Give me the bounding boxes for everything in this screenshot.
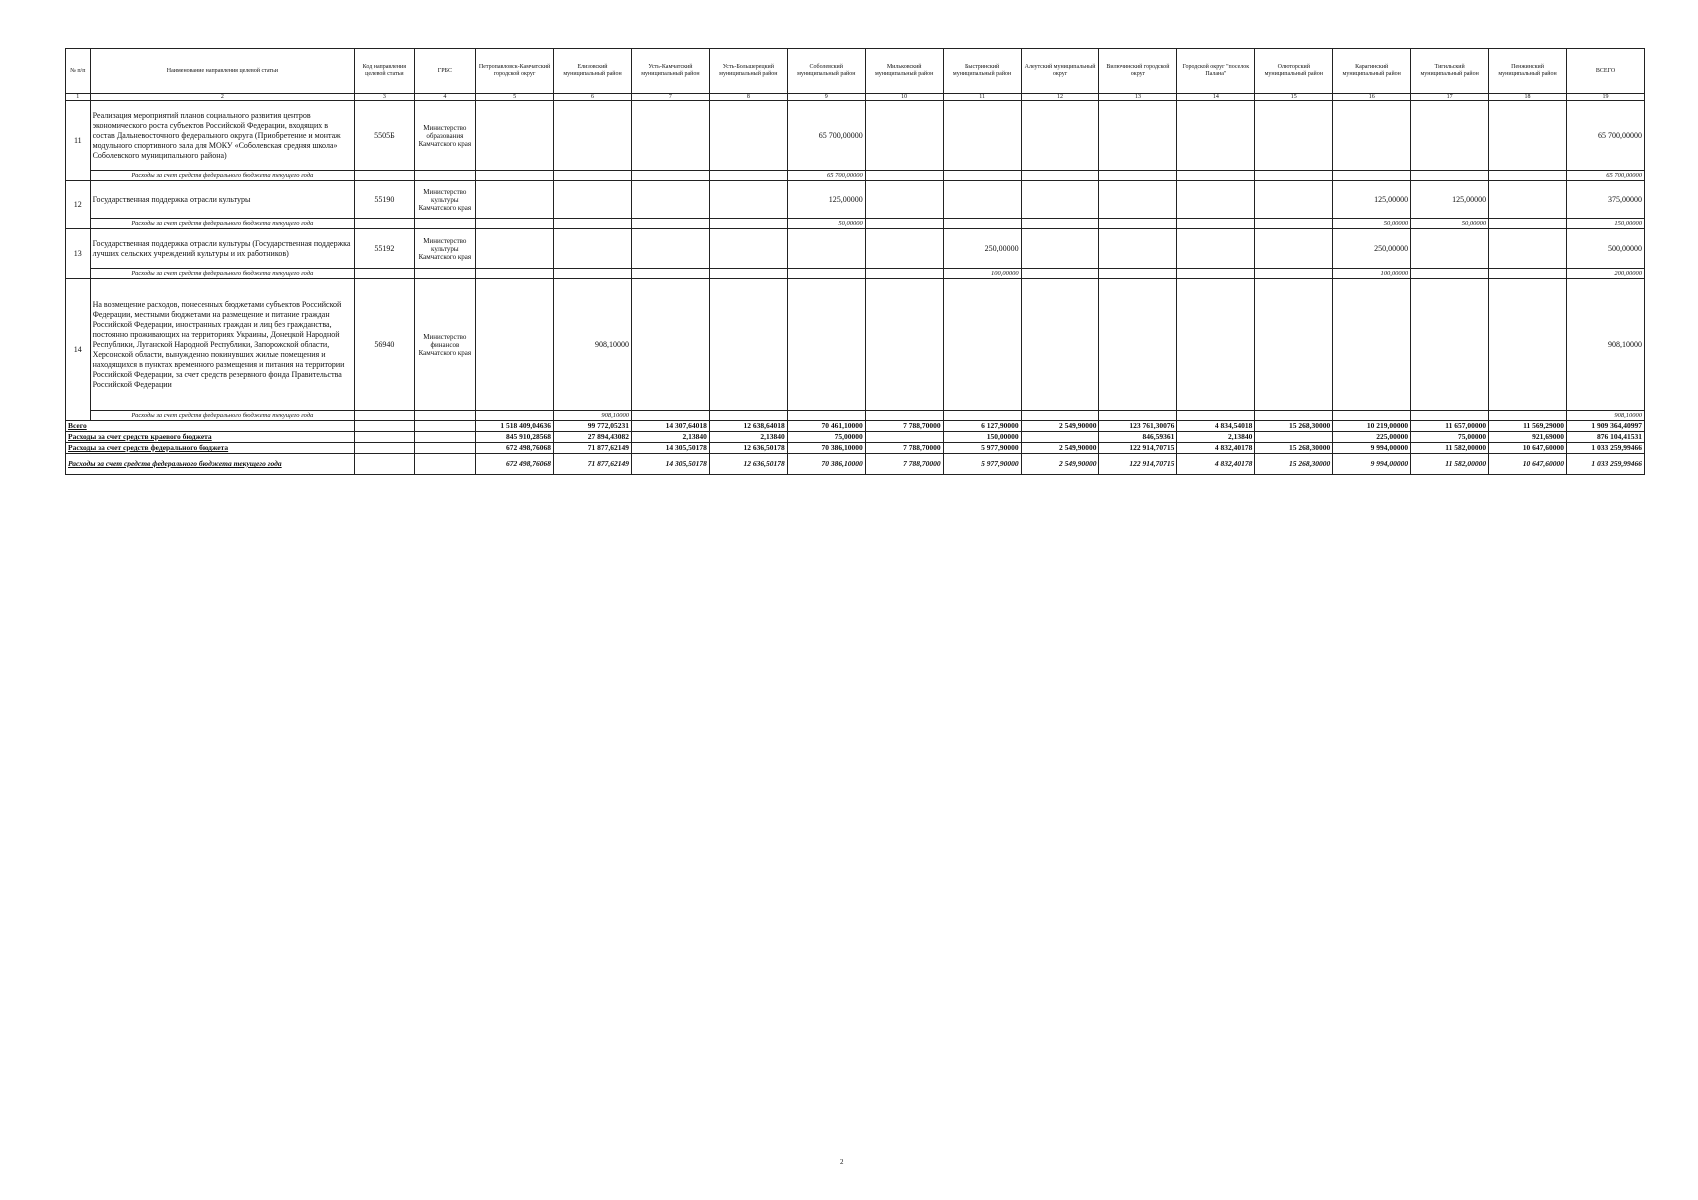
empty-cell — [355, 432, 414, 443]
totals-amount-cell: 75,00000 — [1411, 432, 1489, 443]
amount-cell — [476, 181, 554, 219]
totals-label: Расходы за счет средств федерального бюджета текущего года — [66, 454, 355, 475]
federal-row-total: 65 700,00000 — [1567, 171, 1645, 181]
totals-label: Расходы за счет средств федерального бюджета — [66, 443, 355, 454]
column-number: 8 — [709, 94, 787, 101]
totals-amount-cell: 75,00000 — [787, 432, 865, 443]
amount-cell: 125,00000 — [1333, 181, 1411, 219]
header-name: Наименование направления целевой статьи — [90, 49, 355, 94]
column-number: 1 — [66, 94, 91, 101]
federal-amount-cell — [1489, 219, 1567, 229]
empty-cell — [355, 171, 414, 181]
empty-cell — [355, 454, 414, 475]
empty-cell — [414, 269, 476, 279]
totals-amount-cell: 225,00000 — [1333, 432, 1411, 443]
column-number: 10 — [865, 94, 943, 101]
grbs-ministry: Министерство образования Камчатского края — [414, 101, 476, 171]
header-municipality: Петропавловск-Камчатский городской округ — [476, 49, 554, 94]
amount-cell — [1333, 101, 1411, 171]
amount-cell — [1411, 101, 1489, 171]
federal-amount-cell — [1021, 171, 1099, 181]
empty-cell — [414, 411, 476, 421]
column-number: 2 — [90, 94, 355, 101]
totals-amount-cell: 150,00000 — [943, 432, 1021, 443]
amount-cell — [1411, 229, 1489, 269]
totals-amount-cell: 15 268,30000 — [1255, 421, 1333, 432]
federal-row-total: 200,00000 — [1567, 269, 1645, 279]
empty-cell — [355, 411, 414, 421]
totals-label: Расходы за счет средств краевого бюджета — [66, 432, 355, 443]
federal-amount-cell — [1177, 171, 1255, 181]
amount-cell — [1489, 279, 1567, 411]
row-total: 375,00000 — [1567, 181, 1645, 219]
totals-amount-cell: 2 549,90000 — [1021, 454, 1099, 475]
totals-amount-cell — [1255, 432, 1333, 443]
amount-cell — [787, 279, 865, 411]
empty-cell — [414, 421, 476, 432]
federal-amount-cell — [1255, 411, 1333, 421]
amount-cell — [1021, 101, 1099, 171]
column-number: 9 — [787, 94, 865, 101]
header-municipality: Мильковский муниципальный район — [865, 49, 943, 94]
amount-cell — [943, 181, 1021, 219]
totals-amount-cell — [865, 432, 943, 443]
federal-amount-cell — [865, 269, 943, 279]
header-municipality: Усть-Камчатский муниципальный район — [631, 49, 709, 94]
amount-cell — [1177, 279, 1255, 411]
empty-cell — [355, 421, 414, 432]
totals-amount-cell: 7 788,70000 — [865, 421, 943, 432]
federal-amount-cell — [1177, 219, 1255, 229]
totals-amount-cell: 7 788,70000 — [865, 454, 943, 475]
totals-amount-cell: 12 638,64018 — [709, 421, 787, 432]
grbs-ministry: Министерство финансов Камчатского края — [414, 279, 476, 411]
amount-cell — [709, 101, 787, 171]
amount-cell — [709, 181, 787, 219]
totals-row — [66, 443, 1645, 454]
header-municipality: Олюторский муниципальный район — [1255, 49, 1333, 94]
target-code: 55190 — [355, 181, 414, 219]
totals-amount-cell: 2,13840 — [631, 432, 709, 443]
federal-amount-cell — [476, 269, 554, 279]
row-number: 11 — [66, 101, 91, 181]
amount-cell — [1255, 181, 1333, 219]
amount-cell — [1489, 229, 1567, 269]
federal-amount-cell — [1177, 411, 1255, 421]
grbs-ministry: Министерство культуры Камчатского края — [414, 229, 476, 269]
federal-amount-cell — [1177, 269, 1255, 279]
federal-amount-cell — [1021, 269, 1099, 279]
federal-amount-cell — [1489, 411, 1567, 421]
totals-amount-cell: 12 636,50178 — [709, 454, 787, 475]
amount-cell — [1333, 279, 1411, 411]
column-number: 11 — [943, 94, 1021, 101]
table-row — [66, 229, 1645, 269]
grand-total: 876 104,41531 — [1567, 432, 1645, 443]
federal-amount-cell — [943, 171, 1021, 181]
totals-amount-cell: 4 832,40178 — [1177, 454, 1255, 475]
row-number: 14 — [66, 279, 91, 421]
subrow-label: Расходы за счет средств федерального бюджета текущего года — [90, 269, 355, 279]
amount-cell — [476, 229, 554, 269]
federal-amount-cell — [476, 171, 554, 181]
header-municipality: Елизовский муниципальный район — [554, 49, 632, 94]
amount-cell — [631, 181, 709, 219]
federal-amount-cell — [787, 411, 865, 421]
amount-cell — [1099, 279, 1177, 411]
federal-amount-cell — [1099, 269, 1177, 279]
totals-amount-cell: 9 994,00000 — [1333, 443, 1411, 454]
empty-cell — [355, 219, 414, 229]
federal-amount-cell — [1099, 219, 1177, 229]
totals-row — [66, 421, 1645, 432]
direction-name: На возмещение расходов, понесенных бюджетами субъектов Российской Федерации, местными бюджетами на размещение и питание граждан Российской Федерации, иностранных граждан и лиц без гражданства, постоянно проживающих на территориях Украины, Донецкой Народной Республики, Луганской Народной Республики, Запорожской области, Херсонской области, вынужденно покинувших жилые помещения и находящихся в пунктах временного размещения и питания на территории Российской Федерации, за счет средств резервного фонда Правительства Российской Федерации — [90, 279, 355, 411]
header-code: Код направления целевой статьи — [355, 49, 414, 94]
column-number: 16 — [1333, 94, 1411, 101]
amount-cell — [1177, 181, 1255, 219]
federal-amount-cell: 50,00000 — [787, 219, 865, 229]
federal-row-total: 150,00000 — [1567, 219, 1645, 229]
row-total: 908,10000 — [1567, 279, 1645, 411]
totals-amount-cell: 9 994,00000 — [1333, 454, 1411, 475]
federal-amount-cell — [1411, 411, 1489, 421]
row-total: 65 700,00000 — [1567, 101, 1645, 171]
amount-cell — [476, 279, 554, 411]
federal-amount-cell — [865, 171, 943, 181]
amount-cell: 125,00000 — [787, 181, 865, 219]
amount-cell — [1255, 279, 1333, 411]
totals-amount-cell: 12 636,50178 — [709, 443, 787, 454]
totals-label: Всего — [66, 421, 355, 432]
federal-amount-cell — [1489, 269, 1567, 279]
federal-amount-cell: 50,00000 — [1411, 219, 1489, 229]
totals-amount-cell: 5 977,90000 — [943, 454, 1021, 475]
empty-cell — [355, 443, 414, 454]
header-no: № п/п — [66, 49, 91, 94]
federal-amount-cell — [1255, 171, 1333, 181]
totals-amount-cell: 4 832,40178 — [1177, 443, 1255, 454]
header-grbs: ГРБС — [414, 49, 476, 94]
grbs-ministry: Министерство культуры Камчатского края — [414, 181, 476, 219]
federal-amount-cell: 908,10000 — [554, 411, 632, 421]
totals-amount-cell: 6 127,90000 — [943, 421, 1021, 432]
totals-amount-cell: 1 518 409,04636 — [476, 421, 554, 432]
totals-amount-cell: 5 977,90000 — [943, 443, 1021, 454]
header-municipality: Алеутский муниципальный округ — [1021, 49, 1099, 94]
totals-amount-cell: 11 657,00000 — [1411, 421, 1489, 432]
empty-cell — [414, 171, 476, 181]
federal-amount-cell — [1255, 269, 1333, 279]
federal-subrow — [66, 269, 1645, 279]
amount-cell — [1177, 229, 1255, 269]
column-number: 3 — [355, 94, 414, 101]
table-row — [66, 101, 1645, 171]
totals-amount-cell: 14 305,50178 — [631, 454, 709, 475]
totals-amount-cell: 99 772,05231 — [554, 421, 632, 432]
amount-cell — [631, 279, 709, 411]
empty-cell — [414, 454, 476, 475]
amount-cell — [1489, 181, 1567, 219]
row-total: 500,00000 — [1567, 229, 1645, 269]
totals-amount-cell: 71 877,62149 — [554, 443, 632, 454]
subrow-label: Расходы за счет средств федерального бюджета текущего года — [90, 171, 355, 181]
column-number: 12 — [1021, 94, 1099, 101]
page-number: 2 — [840, 1158, 844, 1166]
federal-amount-cell — [1411, 171, 1489, 181]
header-municipality: Карагинский муниципальный район — [1333, 49, 1411, 94]
totals-amount-cell: 70 386,10000 — [787, 443, 865, 454]
federal-amount-cell — [554, 269, 632, 279]
header-municipality: Городской округ "поселок Палана" — [1177, 49, 1255, 94]
federal-amount-cell — [1099, 171, 1177, 181]
federal-amount-cell — [1021, 411, 1099, 421]
direction-name: Государственная поддержка отрасли культуры — [90, 181, 355, 219]
federal-subrow — [66, 171, 1645, 181]
federal-amount-cell — [1021, 219, 1099, 229]
totals-amount-cell: 122 914,70715 — [1099, 443, 1177, 454]
federal-amount-cell — [1333, 411, 1411, 421]
amount-cell: 908,10000 — [554, 279, 632, 411]
amount-cell: 250,00000 — [943, 229, 1021, 269]
target-code: 5505Б — [355, 101, 414, 171]
amount-cell — [1177, 101, 1255, 171]
totals-amount-cell: 27 894,43082 — [554, 432, 632, 443]
totals-amount-cell: 14 305,50178 — [631, 443, 709, 454]
amount-cell — [476, 101, 554, 171]
column-number: 5 — [476, 94, 554, 101]
column-number: 18 — [1489, 94, 1567, 101]
federal-amount-cell: 100,00000 — [943, 269, 1021, 279]
budget-sheet — [65, 48, 1645, 475]
totals-amount-cell: 845 910,28568 — [476, 432, 554, 443]
grand-total: 1 033 259,99466 — [1567, 443, 1645, 454]
totals-amount-cell: 2 549,90000 — [1021, 421, 1099, 432]
federal-amount-cell — [476, 411, 554, 421]
direction-name: Реализация мероприятий планов социального развития центров экономического роста субъектов Российской Федерации, входящих в состав Дальневосточного федерального округа (Приобретение и монтаж модульного спортивного зала для МОКУ «Соболевская средняя школа» Соболевского муниципального района) — [90, 101, 355, 171]
amount-cell — [1099, 101, 1177, 171]
totals-amount-cell: 10 647,60000 — [1489, 454, 1567, 475]
direction-name: Государственная поддержка отрасли культуры (Государственная поддержка лучших сельских учреждений культуры и их работников) — [90, 229, 355, 269]
amount-cell — [943, 279, 1021, 411]
totals-amount-cell: 7 788,70000 — [865, 443, 943, 454]
amount-cell — [1411, 279, 1489, 411]
totals-amount-cell: 2,13840 — [1177, 432, 1255, 443]
amount-cell: 250,00000 — [1333, 229, 1411, 269]
totals-amount-cell: 846,59361 — [1099, 432, 1177, 443]
amount-cell — [865, 229, 943, 269]
amount-cell — [787, 229, 865, 269]
totals-amount-cell: 14 307,64018 — [631, 421, 709, 432]
amount-cell — [1099, 181, 1177, 219]
totals-amount-cell: 123 761,30076 — [1099, 421, 1177, 432]
empty-cell — [355, 269, 414, 279]
table-row — [66, 181, 1645, 219]
federal-row-total: 908,10000 — [1567, 411, 1645, 421]
column-number: 14 — [1177, 94, 1255, 101]
header-municipality: Быстринский муниципальный район — [943, 49, 1021, 94]
header-municipality: Усть-Большерецкий муниципальный район — [709, 49, 787, 94]
amount-cell — [1021, 229, 1099, 269]
header-municipality: Вилючинский городской округ — [1099, 49, 1177, 94]
federal-amount-cell — [1333, 171, 1411, 181]
amount-cell — [865, 181, 943, 219]
federal-amount-cell — [554, 219, 632, 229]
empty-cell — [414, 219, 476, 229]
header-municipality: Пенжинский муниципальный район — [1489, 49, 1567, 94]
federal-subrow — [66, 219, 1645, 229]
totals-amount-cell: 71 877,62149 — [554, 454, 632, 475]
header-municipality: Тигильский муниципальный район — [1411, 49, 1489, 94]
column-number: 17 — [1411, 94, 1489, 101]
amount-cell — [943, 101, 1021, 171]
totals-amount-cell: 122 914,70715 — [1099, 454, 1177, 475]
grand-total: 1 909 364,40997 — [1567, 421, 1645, 432]
totals-amount-cell: 10 647,60000 — [1489, 443, 1567, 454]
row-number: 12 — [66, 181, 91, 229]
amount-cell — [865, 101, 943, 171]
federal-amount-cell — [1099, 411, 1177, 421]
amount-cell — [1489, 101, 1567, 171]
subrow-label: Расходы за счет средств федерального бюджета текущего года — [90, 411, 355, 421]
federal-amount-cell — [631, 219, 709, 229]
totals-amount-cell: 15 268,30000 — [1255, 443, 1333, 454]
table-body — [66, 101, 1645, 475]
column-number: 19 — [1567, 94, 1645, 101]
federal-amount-cell — [554, 171, 632, 181]
empty-cell — [414, 432, 476, 443]
federal-amount-cell: 50,00000 — [1333, 219, 1411, 229]
federal-amount-cell — [709, 269, 787, 279]
amount-cell — [1021, 181, 1099, 219]
federal-amount-cell — [709, 411, 787, 421]
totals-amount-cell — [1021, 432, 1099, 443]
amount-cell — [554, 181, 632, 219]
amount-cell — [1255, 101, 1333, 171]
budget-table — [65, 48, 1645, 475]
column-number: 7 — [631, 94, 709, 101]
amount-cell — [554, 101, 632, 171]
federal-amount-cell — [709, 219, 787, 229]
column-number: 6 — [554, 94, 632, 101]
amount-cell — [554, 229, 632, 269]
federal-amount-cell — [1255, 219, 1333, 229]
table-row — [66, 279, 1645, 411]
totals-row — [66, 454, 1645, 475]
federal-amount-cell — [709, 171, 787, 181]
row-number: 13 — [66, 229, 91, 279]
federal-amount-cell — [865, 219, 943, 229]
totals-amount-cell: 672 498,76068 — [476, 443, 554, 454]
federal-amount-cell — [1489, 171, 1567, 181]
target-code: 55192 — [355, 229, 414, 269]
totals-amount-cell: 672 498,76068 — [476, 454, 554, 475]
federal-amount-cell — [1411, 269, 1489, 279]
amount-cell — [1021, 279, 1099, 411]
amount-cell — [709, 229, 787, 269]
totals-amount-cell: 11 582,00000 — [1411, 443, 1489, 454]
federal-subrow — [66, 411, 1645, 421]
column-number: 15 — [1255, 94, 1333, 101]
target-code: 56940 — [355, 279, 414, 411]
federal-amount-cell — [631, 411, 709, 421]
totals-amount-cell: 921,69000 — [1489, 432, 1567, 443]
amount-cell — [865, 279, 943, 411]
totals-amount-cell: 4 834,54018 — [1177, 421, 1255, 432]
column-numbers-row — [66, 94, 1645, 101]
subrow-label: Расходы за счет средств федерального бюджета текущего года — [90, 219, 355, 229]
federal-amount-cell — [865, 411, 943, 421]
column-number: 13 — [1099, 94, 1177, 101]
federal-amount-cell: 100,00000 — [1333, 269, 1411, 279]
federal-amount-cell — [476, 219, 554, 229]
column-number: 4 — [414, 94, 476, 101]
federal-amount-cell — [943, 219, 1021, 229]
amount-cell — [1099, 229, 1177, 269]
federal-amount-cell — [631, 171, 709, 181]
totals-amount-cell: 10 219,00000 — [1333, 421, 1411, 432]
amount-cell — [631, 229, 709, 269]
totals-amount-cell: 15 268,30000 — [1255, 454, 1333, 475]
totals-row — [66, 432, 1645, 443]
federal-amount-cell: 65 700,00000 — [787, 171, 865, 181]
header-municipality: Соболевский муниципальный район — [787, 49, 865, 94]
federal-amount-cell — [787, 269, 865, 279]
totals-amount-cell: 2,13840 — [709, 432, 787, 443]
amount-cell — [1255, 229, 1333, 269]
federal-amount-cell — [943, 411, 1021, 421]
totals-amount-cell: 11 569,29000 — [1489, 421, 1567, 432]
amount-cell: 125,00000 — [1411, 181, 1489, 219]
amount-cell — [709, 279, 787, 411]
header-row — [66, 49, 1645, 94]
amount-cell: 65 700,00000 — [787, 101, 865, 171]
totals-amount-cell: 70 386,10000 — [787, 454, 865, 475]
header-total: ВСЕГО — [1567, 49, 1645, 94]
empty-cell — [414, 443, 476, 454]
grand-total: 1 033 259,99466 — [1567, 454, 1645, 475]
federal-amount-cell — [631, 269, 709, 279]
totals-amount-cell: 70 461,10000 — [787, 421, 865, 432]
totals-amount-cell: 2 549,90000 — [1021, 443, 1099, 454]
amount-cell — [631, 101, 709, 171]
totals-amount-cell: 11 582,00000 — [1411, 454, 1489, 475]
